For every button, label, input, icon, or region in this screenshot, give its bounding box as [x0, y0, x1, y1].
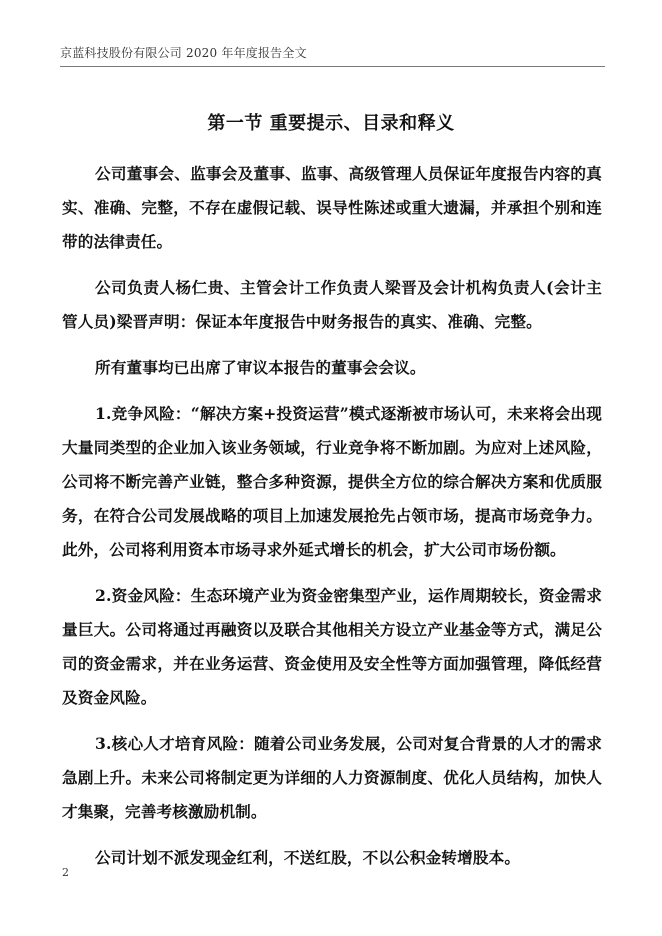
- paragraph-directors-attendance: 所有董事均已出席了审议本报告的董事会会议。: [95, 358, 426, 377]
- paragraph-board-guarantee: 公司董事会、监事会及董事、监事、高级管理人员保证年度报告内容的真实、准确、完整，不存在虚假记载、误导性陈述或重大遗漏，并承担个别和连带的法律责任。: [62, 164, 602, 251]
- header-divider: [60, 66, 605, 67]
- section-title: 第一节 重要提示、目录和释义: [207, 113, 455, 134]
- paragraph-competition-risk: 1.竞争风险：“解决方案+投资运营”模式逐渐被市场认可，未来将会出现大量同类型的企业加入该业务领域，行业竞争将不断加剧。为应对上述风险，公司将不断完善产业链，整合多种资源，提供全方位的综合解决方案和优质服务，在符合公司发展战略的项目上加速发展抢先占领市场，提高市场竞争力。此外，公司将利用资本市场寻求外延式增长的机会，扩大公司市场份额。: [62, 404, 602, 559]
- document-body: [62, 157, 602, 887]
- paragraph-responsible-persons-statement: 公司负责人杨仁贵、主管会计工作负责人梁晋及会计机构负责人(会计主管人员)梁晋声明：保证本年度报告中财务报告的真实、准确、完整。: [62, 278, 602, 331]
- running-header: 京蓝科技股份有限公司 2020 年年度报告全文: [60, 46, 307, 60]
- paragraph-talent-risk: 3.核心人才培育风险：随着公司业务发展，公司对复合背景的人才的需求急剧上升。未来公司将制定更为详细的人力资源制度、优化人员结构，加快人才集聚，完善考核激励机制。: [62, 734, 602, 821]
- paragraph-dividend-plan: 公司计划不派发现金红利，不送红股，不以公积金转增股本。: [95, 848, 521, 867]
- page-number: 2: [62, 866, 69, 879]
- paragraph-capital-risk: 2.资金风险：生态环境产业为资金密集型产业，运作周期较长，资金需求量巨大。公司将通过再融资以及联合其他相关方设立产业基金等方式，满足公司的资金需求，并在业务运营、资金使用及安全性等方面加强管理，降低经营及资金风险。: [62, 586, 602, 707]
